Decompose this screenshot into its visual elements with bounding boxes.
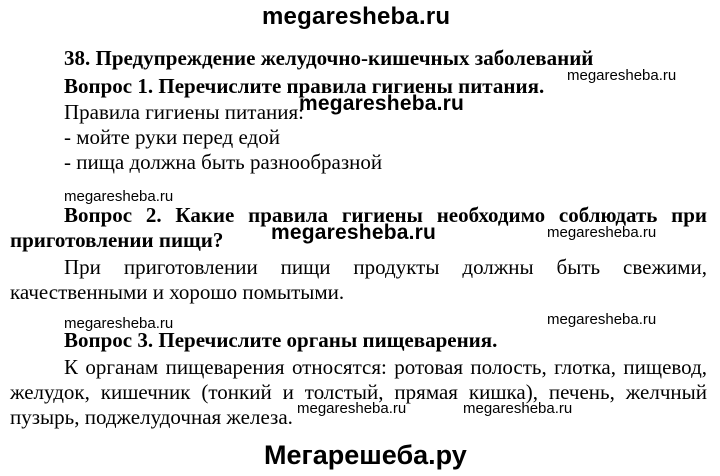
footer-watermark: Мегарешеба.ру <box>264 440 467 470</box>
answer-1-intro: Правила гигиены питания: <box>64 100 305 124</box>
watermark-small: megaresheba.ru <box>547 224 657 241</box>
answer-3-line-2: желудок, кишечник (тонкий и толстый, прямая кишка), печень, желчный <box>10 380 707 404</box>
answer-1-item: - пища должна быть разнообразной <box>64 150 383 174</box>
question-3: Вопрос 3. Перечислите органы пищеварения. <box>64 328 498 352</box>
answer-2-line-2: качественными и хорошо помытыми. <box>10 280 345 304</box>
question-1: Вопрос 1. Перечислите правила гигиены питания. <box>64 74 545 98</box>
question-2-line-2: приготовлении пищи? <box>10 228 224 252</box>
watermark-small: megaresheba.ru <box>297 400 407 417</box>
watermark-small: megaresheba.ru <box>567 67 677 84</box>
watermark-small: megaresheba.ru <box>64 315 174 332</box>
watermark-small: megaresheba.ru <box>64 188 174 205</box>
question-2-line-1: Вопрос 2. Какие правила гигиены необходимо соблюдать при <box>64 203 707 227</box>
watermark-bold: megaresheba.ru <box>271 221 437 244</box>
watermark-small: megaresheba.ru <box>463 400 573 417</box>
watermark-small: megaresheba.ru <box>547 311 657 328</box>
answer-3-line-1: К органам пищеварения относятся: ротовая полость, глотка, пищевод, <box>64 355 707 379</box>
header-watermark: megaresheba.ru <box>262 3 451 30</box>
watermark-bold: megaresheba.ru <box>299 92 465 115</box>
section-title: 38. Предупреждение желудочно-кишечных заболеваний <box>64 46 594 70</box>
answer-1-item: - мойте руки перед едой <box>64 125 280 149</box>
answer-3-line-3: пузырь, поджелудочная железа. <box>10 405 293 429</box>
answer-2-line-1: При приготовлении пищи продукты должны быть свежими, <box>64 255 707 279</box>
